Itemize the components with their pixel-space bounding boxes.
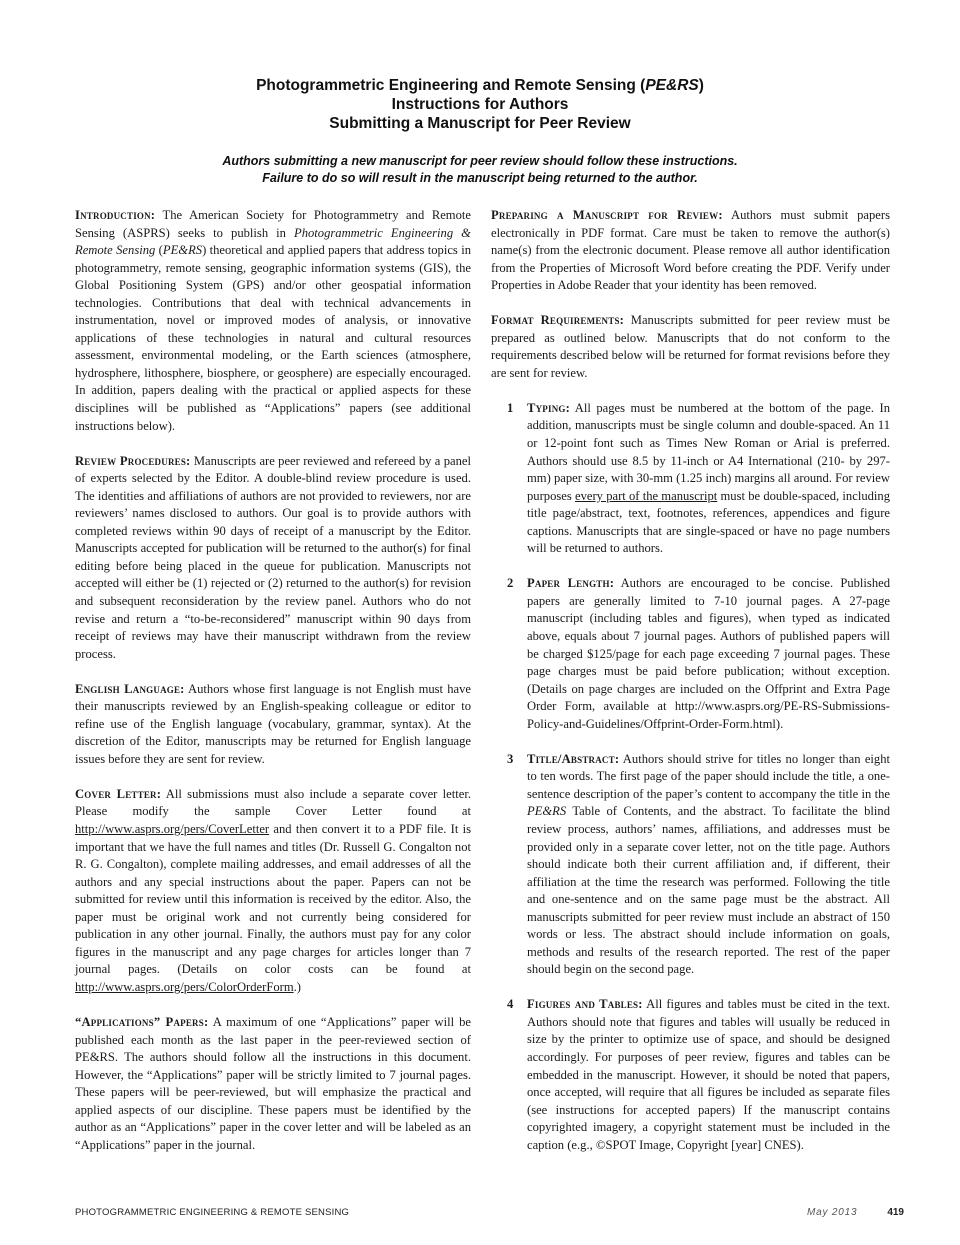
item-heading: Typing: — [527, 400, 570, 415]
introduction-section: Introduction: The American Society for Photogrammetry and Remote Sensing (ASPRS) seeks to publish in Photogrammetric Engineering & Remote Sensing (PE&RS) theoretical and applied papers that address topics in photogrammetry, remote sensing, geographic information systems (GIS), the Global Positioning System (GPS) and/or other geospatial information technologies. Contributions that deal with technical advancements in instrumentation, novel or improved modes of analysis, or innovative applications of these technologies in natural and cultural resources assessment, environmental modeling, or the Earth sciences (atmosphere, hydrosphere, lithosphere, biosphere, or geosphere) are especially encouraged. In addition, papers dealing with the practical or applied aspects for these disciplines will be published as “Applications” papers (see additional instructions below). — [75, 208, 471, 433]
item-heading: Paper Length: — [527, 576, 615, 591]
section-heading: Cover Letter: — [75, 786, 162, 801]
footer-page-info — [807, 1207, 904, 1218]
document-header — [0, 76, 960, 133]
section-heading: English Language: — [75, 681, 185, 696]
preparing-section: Preparing a Manuscript for Review: Authors must submit papers electronically in PDF format. Care must be taken to remove the author(s) name(s) from the electronic document. Please remove all author identification from the Properties of Microsoft Word before creating the PDF. Verify under Properties in Adobe Reader that your identity has been removed. — [491, 208, 890, 293]
notice-line-1: Authors submitting a new manuscript for peer review should follow these instructions. — [222, 154, 738, 168]
list-item-figures-tables: 4 Figures and Tables: All figures and tables must be cited in the text. Authors should note that figures and tables will usually be reduced in size by the printer to optimize use of space, and should be designed accordingly. For purposes of peer review, figures and tables can be embedded in the manuscript. However, it should be noted that papers, once accepted, will require that all figures be included as separate files (see instructions for accepted papers) If the manuscript contains copyrighted imagery, a copyright statement must be included in the caption (e.g., ©SPOT Image, Copyright [year] CNES). — [507, 997, 890, 1152]
cover-letter-section: Cover Letter: All submissions must also include a separate cover letter. Please modify the sample Cover Letter found at http://www.asprs.org/pers/CoverLetter and then convert it to a PDF file. It is important that we have the full names and titles (Dr. Russell G. Congalton not R. G. Congalton), complete mailing addresses, and email addresses of all the authors and any special instructions about the paper. Papers can not be submitted for review until this information is received by the editor. Also, the paper must be original work and not currently being considered for publication in any other journal. Finally, the authors must pay for any color figures in the manuscript and any page charges for articles longer than 7 journal pages. (Details on color costs can be found at http://www.asprs.org/pers/ColorOrderForm.) — [75, 786, 472, 994]
list-item-number: 2 — [507, 576, 514, 591]
right-column — [491, 207, 890, 1172]
format-requirements-section: Format Requirements: Manuscripts submitted for peer review must be prepared as outlined below. Manuscripts that do not conform to the requirements described below will be returned for format revisions before they are sent for review. — [491, 313, 890, 380]
list-item-number: 1 — [507, 400, 514, 415]
footer-date: May 2013 — [806, 1207, 858, 1218]
header-line-2: Instructions for Authors — [391, 96, 569, 113]
section-heading: “Applications” Papers: — [75, 1014, 209, 1029]
underlined-text: every part of the manuscript — [575, 488, 718, 503]
left-column — [75, 207, 471, 1172]
notice-line-2: Failure to do so will result in the manuscript being returned to the author. — [262, 171, 698, 185]
list-item-number: 3 — [507, 751, 514, 766]
journal-abbr: PE&RS — [645, 77, 699, 94]
item-heading: Figures and Tables: — [527, 997, 643, 1012]
list-item-typing: 1 Typing: All pages must be numbered at the bottom of the page. In addition, manuscripts must be single column and double-spaced. An 11 or 12-point font such as Times New Roman or Arial is preferred. Authors should use 8.5 by 11-inch or A4 International (210- by 297-mm) paper size, with 30-mm (1.25 inch) margins all around. For review purposes every part of the manuscript must be double-spaced, including title page/abstract, text, footnotes, references, appendices and figure captions. Manuscripts that are single-spaced or have no page numbers will be returned to authors. — [507, 400, 890, 556]
footer-journal-name: PHOTOGRAMMETRIC ENGINEERING & REMOTE SENSING — [75, 1207, 350, 1218]
list-item-paper-length: 2 Paper Length: Authors are encouraged to be concise. Published papers are generally limited to 7-10 journal pages. A 27-page manuscript (including tables and figures), when typed as indicated above, equals about 7 journal pages. Authors of published papers will be charged $125/page for each page exceeding 7 journal pages. These page charges must be paid before publication; without exception. (Details on page charges are included on the Offprint and Extra Page Order Form, available at http://www.asprs.org/PE-RS-Submissions-Policy-and-Guidelines/Offprint-Order-Form.html). — [507, 576, 891, 731]
color-order-form-link[interactable]: http://www.asprs.org/pers/ColorOrderForm — [75, 979, 294, 994]
section-heading: Introduction: — [75, 208, 156, 222]
requirements-list — [491, 400, 890, 1154]
section-heading: Review Procedures: — [75, 453, 191, 468]
applications-section: “Applications” Papers: A maximum of one “Applications” paper will be published each month as the last paper in the peer-reviewed section of PE&RS. The authors should follow all the instructions in this document. However, the “Applications” paper will be strictly limited to 7 journal pages. These papers will be peer-reviewed, but will emphasize the practical and applied aspects of our discipline. These papers must be identified by the author as an “Applications” paper in the cover letter and will be labeled as an “Applications” paper in the journal. — [75, 1014, 471, 1152]
list-item-title-abstract: 3 Title/Abstract: Authors should strive for titles no longer than eight to ten words. The first page of the paper should include the title, a one-sentence description of the paper’s content to accompany the title in the PE&RS Table of Contents, and the abstract. To facilitate the blind review process, authors’ names, affiliations, and addresses must be provided only in a separate cover letter, not on the title page. Authors should indicate both their current affiliation and, if different, their affiliation at the time the research was performed. Following the title and one-sentence and on the same page must be the abstract. All manuscripts submitted for peer review must include an abstract of 150 words or less. The abstract should include information on goals, methods and results of the research reported. The rest of the paper should begin on the second page. — [507, 751, 890, 977]
english-language-section: English Language: Authors whose first language is not English must have their manuscripts reviewed by an English-speaking colleague or editor to refine use of the English language (vocabulary, grammar, syntax). At the discretion of the Editor, manuscripts may be returned for English language issues before they are sent for review. — [75, 681, 471, 766]
journal-title: Photogrammetric Engineering and Remote Sensing (PE&RS) — [256, 77, 704, 94]
cover-letter-link[interactable]: http://www.asprs.org/pers/CoverLetter — [75, 822, 270, 836]
header-line-3: Submitting a Manuscript for Peer Review — [329, 115, 631, 132]
review-procedures-section: Review Procedures: Manuscripts are peer reviewed and refereed by a panel of experts selected by the Editor. A double-blind review procedure is used. The identities and affiliations of authors are not provided to reviewers, nor are reviewers’ names disclosed to authors. Our goal is to provide authors with completed reviews within 90 days of receipt of a manuscript by the Editor. Manuscripts accepted for publication will be returned to the author(s) for final editing before being placed in the queue for publication. Manuscripts not accepted will either be (1) rejected or (2) returned to the author(s) for revision and subsequent reconsideration by the review panel. Authors who do not revise and return a “to-be-reconsidered” manuscript within 90 days from receipt of reviews may have their manuscript withdrawn from the review process. — [75, 453, 472, 661]
submission-notice — [0, 153, 960, 187]
list-item-number: 4 — [507, 997, 514, 1012]
section-heading: Format Requirements: — [491, 313, 625, 328]
page-number: 419 — [887, 1207, 904, 1218]
section-heading: Preparing a Manuscript for Review: — [491, 208, 723, 222]
item-heading: Title/Abstract: — [527, 751, 620, 766]
